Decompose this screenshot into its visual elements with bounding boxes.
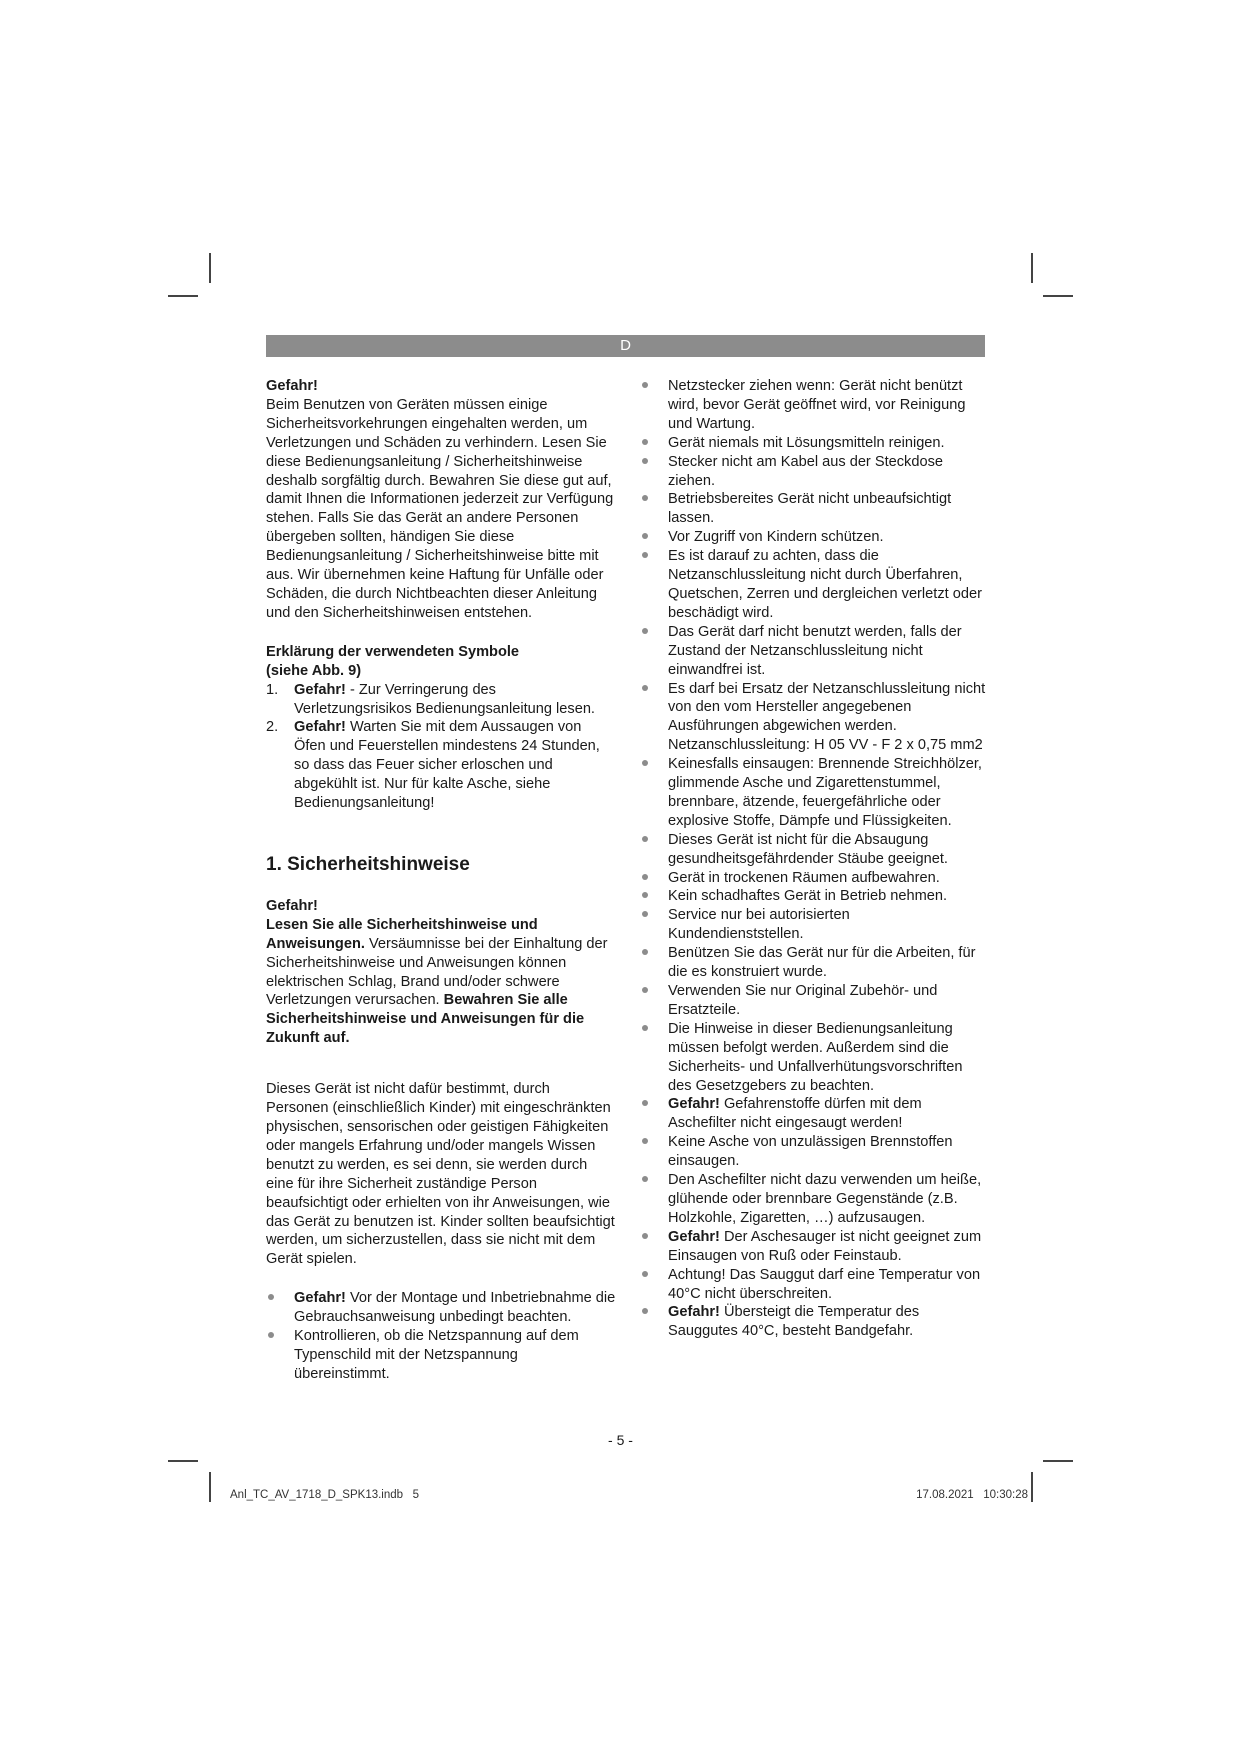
list-item xyxy=(640,1266,986,1304)
item-text: Den Aschefilter nicht dazu verwenden um heiße, glühende oder brennbare Gegenstände (z.B. Holzkohle, Zigaretten, …) aufzusaugen. xyxy=(668,1172,982,1226)
item-text: Benützen Sie das Gerät nur für die Arbeiten, für die es konstruiert wurde. xyxy=(668,945,976,981)
bullet-icon xyxy=(642,439,648,445)
bullet-icon xyxy=(642,552,648,558)
item-text: Kontrollieren, ob die Netzspannung auf dem Typenschild mit der Netzspannung übereinstimmt. xyxy=(294,1328,579,1382)
item-text: Keinesfalls einsaugen: Brennende Streichhölzer, glimmende Asche und Zigarettenstummel, brennbare, ätzende, feuergefährliche oder explosive Stoffe, Dämpfe und Flüssigkeiten. xyxy=(668,756,982,829)
crop-mark xyxy=(168,1460,198,1462)
bullet-icon xyxy=(642,382,648,388)
warning-bold-lead: Lesen Sie alle Sicherheitshinweise und Anweisungen. xyxy=(266,916,538,952)
item-text: Warten Sie mit dem Aussaugen von Öfen und Feuerstellen mindestens 24 Stunden, so dass das Feuer sicher erloschen und abgekühlt ist. Nur für kalte Asche, siehe Bedienungsanleitung! xyxy=(294,719,600,812)
item-text: Es ist darauf zu achten, dass die Netzanschlussleitung nicht durch Überfahren, Quetschen, Zerren und dergleichen verletzt oder beschädigt wird. xyxy=(668,548,982,621)
footer-filename: Anl_TC_AV_1718_D_SPK13.indb 5 xyxy=(230,1489,420,1501)
warning-text: Beim Benutzen von Geräten müssen einige Sicherheitsvorkehrungen eingehalten werden, um Verletzungen und Schäden zu verhindern. Lesen Sie diese Bedienungsanleitung / Sicherheitshinweise deshalb sorgfältig durch. Bewahren Sie diese gut auf, damit Ihnen die Informationen jederzeit zur Verfügung stehen. Falls Sie das Gerät an andere Personen übergeben sollten, händigen Sie diese Bedienungsanleitung / Sicherheitshinweise bitte mit aus. Wir übernehmen keine Haftung für Unfälle oder Schäden, die durch Nichtbeachten dieser Anleitung und den Sicherheitshinweisen entstehen. xyxy=(266,396,614,621)
item-text: Stecker nicht am Kabel aus der Steckdose ziehen. xyxy=(668,453,943,489)
list-item xyxy=(640,906,986,944)
item-text: Dieses Gerät ist nicht für die Absaugung gesundheitsgefährdender Stäube geeignet. xyxy=(668,831,948,867)
left-column xyxy=(266,377,616,1384)
warning-text xyxy=(266,916,616,1048)
item-number: 2. xyxy=(266,719,279,736)
list-item xyxy=(640,1171,986,1228)
list-item xyxy=(640,982,986,1020)
item-text: Übersteigt die Temperatur des Sauggutes 40°C, besteht Bandgefahr. xyxy=(668,1304,920,1340)
item-text: Achtung! Das Sauggut darf eine Temperatur von 40°C nicht überschreiten. xyxy=(668,1266,981,1302)
list-item xyxy=(266,718,616,813)
item-text: Gefahrenstoffe dürfen mit dem Aschefilter nicht eingesaugt werden! xyxy=(668,1096,922,1132)
list-item xyxy=(640,528,986,547)
bullet-icon xyxy=(642,892,648,898)
item-text: Verwenden Sie nur Original Zubehör- und Ersatzteile. xyxy=(668,983,938,1018)
symbols-heading-line2: (siehe Abb. 9) xyxy=(266,662,362,679)
section-title: 1. Sicherheitshinweise xyxy=(266,853,470,875)
bullet-icon xyxy=(642,1308,648,1314)
item-text: Vor der Montage und Inbetriebnahme die Gebrauchsanweisung unbedingt beachten. xyxy=(294,1290,616,1326)
list-item xyxy=(640,1095,986,1133)
list-item xyxy=(640,1133,986,1171)
item-bold: Gefahr! xyxy=(668,1304,720,1321)
crop-mark xyxy=(1031,1472,1033,1502)
warning-title: Gefahr! xyxy=(266,378,318,394)
warning-bold-tail: Bewahren Sie alle Sicherheitshinweise und Anweisungen für die Zukunft auf. xyxy=(266,992,585,1047)
item-bold: Gefahr! xyxy=(668,1228,720,1245)
symbols-list xyxy=(266,681,616,813)
right-column xyxy=(640,377,986,1341)
list-item xyxy=(640,944,986,982)
list-item xyxy=(266,1327,616,1384)
item-bold: Gefahr! xyxy=(294,719,346,736)
bullet-icon xyxy=(268,1332,274,1338)
item-text: Die Hinweise in dieser Bedienungsanleitung müssen befolgt werden. Außerdem sind die Sicherheits- und Unfallverhütungsvorschriften des Gesetzgebers zu beachten. xyxy=(668,1020,963,1094)
bullet-icon xyxy=(642,911,648,917)
bullet-icon xyxy=(642,987,648,993)
list-item xyxy=(640,434,986,453)
language-header-bar xyxy=(266,335,985,357)
item-text: Netzstecker ziehen wenn: Gerät nicht benützt wird, bevor Gerät geöffnet wird, vor Reinigung und Wartung. xyxy=(668,378,966,432)
bullet-icon xyxy=(642,1233,648,1239)
list-item xyxy=(266,1289,616,1327)
item-text: Service nur bei autorisierten Kundendienststellen. xyxy=(668,907,850,943)
bullet-icon xyxy=(642,458,648,464)
list-item xyxy=(640,755,986,831)
right-bullet-list xyxy=(640,377,986,1341)
list-item xyxy=(640,377,986,434)
list-item xyxy=(640,547,986,623)
item-text: Es darf bei Ersatz der Netzanschlussleitung nicht von den vom Hersteller angegebenen Ausführungen abgewichen werden. Netzanschlussleitung: H 05 VV - F 2 x 0,75 mm2 xyxy=(668,680,986,754)
item-text: Das Gerät darf nicht benutzt werden, falls der Zustand der Netzanschlussleitung nicht einwandfrei ist. xyxy=(668,623,962,678)
bullet-icon xyxy=(642,836,648,842)
bullet-icon xyxy=(642,1271,648,1277)
crop-mark xyxy=(209,253,211,283)
bullet-icon xyxy=(268,1294,274,1300)
crop-mark xyxy=(1043,295,1073,297)
bullet-icon xyxy=(642,628,648,634)
item-text: Vor Zugriff von Kindern schützen. xyxy=(668,529,884,546)
list-item xyxy=(640,887,986,906)
item-text: Kein schadhaftes Gerät in Betrieb nehmen. xyxy=(668,888,948,905)
crop-mark xyxy=(209,1472,211,1502)
list-item xyxy=(640,623,986,680)
item-text: - Zur Verringerung des Verletzungsrisikos Bedienungsanleitung lesen. xyxy=(294,681,595,717)
bullet-icon xyxy=(642,1100,648,1106)
crop-mark xyxy=(168,295,198,297)
item-text: Betriebsbereites Gerät nicht unbeaufsichtigt lassen. xyxy=(668,491,952,527)
item-text: Gerät in trockenen Räumen aufbewahren. xyxy=(668,869,940,886)
list-item xyxy=(640,1303,986,1341)
list-item xyxy=(640,490,986,528)
bullet-icon xyxy=(642,874,648,880)
item-bold: Gefahr! xyxy=(294,1290,346,1307)
page-number: - 5 - xyxy=(608,1432,633,1448)
list-item xyxy=(640,453,986,491)
bullet-icon xyxy=(642,685,648,691)
warning-title: Gefahr! xyxy=(266,897,318,914)
crop-mark xyxy=(1031,253,1033,283)
left-bullet-list xyxy=(266,1289,616,1384)
language-tag: D xyxy=(620,337,631,354)
bullet-icon xyxy=(642,495,648,501)
bullet-icon xyxy=(642,760,648,766)
bullet-icon xyxy=(642,1025,648,1031)
item-text: Gerät niemals mit Lösungsmitteln reinigen. xyxy=(668,434,945,451)
list-item xyxy=(640,1020,986,1096)
list-item xyxy=(266,681,616,719)
item-bold: Gefahr! xyxy=(294,681,346,698)
bullet-icon xyxy=(642,1176,648,1182)
warning-body: Versäumnisse bei der Einhaltung der Sicherheitshinweise und Anweisungen können elektrischen Schlag, Brand und/oder schwere Verletzungen verursachen. xyxy=(266,935,608,1009)
item-bold: Gefahr! xyxy=(668,1096,720,1113)
children-notice: Dieses Gerät ist nicht dafür bestimmt, durch Personen (einschließlich Kinder) mit eingeschränkten physischen, sensorischen oder geistigen Fähigkeiten oder mangels Erfahrung und/oder mangels Wissen benutzt zu werden, es sei denn, sie werden durch eine für ihre Sicherheit zuständige Person beaufsichtigt oder erhielten von ihr Anweisungen, wie das Gerät zu benutzen ist. Kinder sollten beaufsichtigt werden, um sicherzustellen, dass sie nicht mit dem Gerät spielen. xyxy=(266,1081,615,1268)
crop-mark xyxy=(1043,1460,1073,1462)
bullet-icon xyxy=(642,1138,648,1144)
list-item xyxy=(640,831,986,869)
item-number: 1. xyxy=(266,681,279,698)
footer-timestamp: 17.08.2021 10:30:28 xyxy=(916,1489,1028,1501)
list-item xyxy=(640,680,986,756)
list-item xyxy=(640,869,986,888)
bullet-icon xyxy=(642,533,648,539)
item-text: Der Aschesauger ist nicht geeignet zum Einsaugen von Ruß oder Feinstaub. xyxy=(668,1228,982,1264)
symbols-heading xyxy=(266,643,616,681)
list-item xyxy=(640,1228,986,1266)
item-text: Keine Asche von unzulässigen Brennstoffen einsaugen. xyxy=(668,1134,953,1170)
symbols-heading-line1: Erklärung der verwendeten Symbole xyxy=(266,643,520,660)
bullet-icon xyxy=(642,949,648,955)
